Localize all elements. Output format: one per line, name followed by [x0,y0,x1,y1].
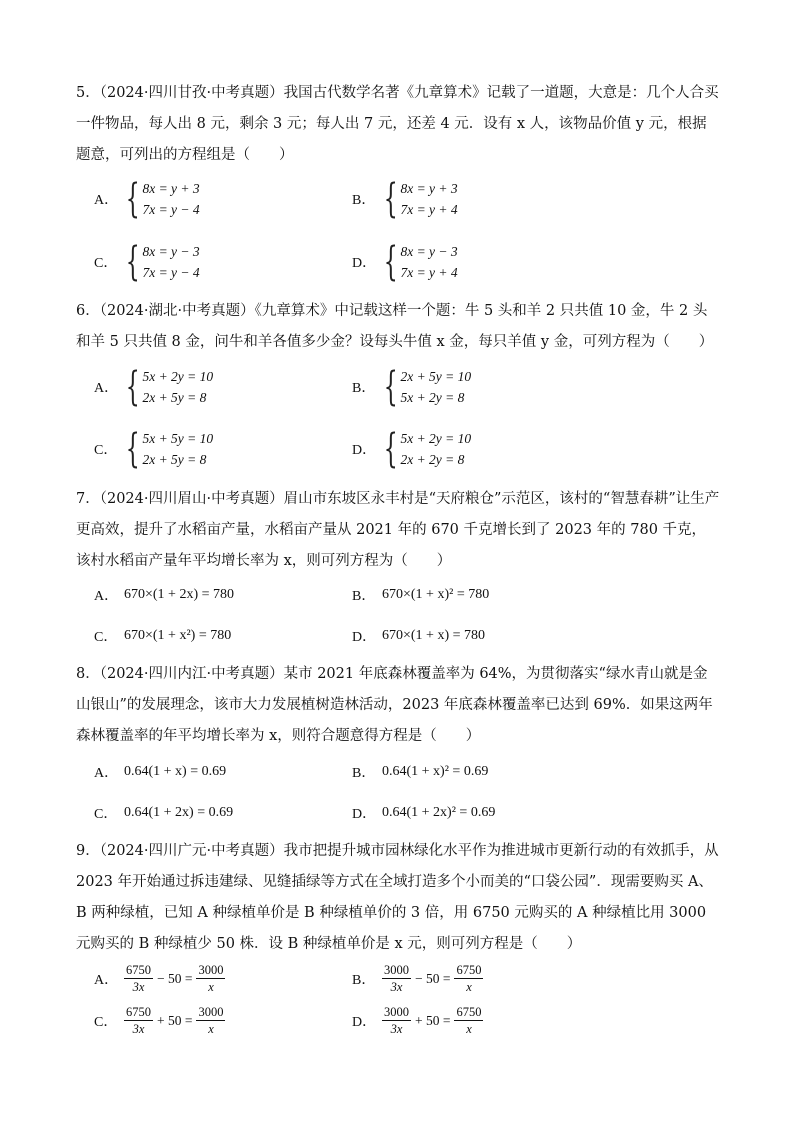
question-7 [76,484,720,577]
question-7-option-d[interactable]: D． 670×(1 + x) = 780 [352,628,486,645]
question-8-stem: 8．（2024·四川内江·中考真题）某市 2021 年底森林覆盖率为 64%，为贯彻落实“绿水青山就是金山银山”的发展理念，该市大力发展植树造林活动，2023 年底森林覆盖率已达到 69%．如果这两年森林覆盖率的年平均增长率为 x，则符合题意得方程是（ ） [76,666,713,744]
question-6-option-c[interactable]: C． { 5x + 5y = 10 2x + 5y = 8 [94,426,214,472]
question-8-option-c[interactable]: C． 0.64(1 + 2x) = 0.69 [94,805,234,822]
question-7-option-c[interactable]: C． 670×(1 + x²) = 780 [94,628,232,645]
question-7-option-b[interactable]: B． 670×(1 + x)² = 780 [352,587,490,604]
question-9 [76,836,720,960]
question-5-stem: 5．（2024·四川甘孜·中考真题）我国古代数学名著《九章算术》记载了一道题，大意是：几个人合买一件物品，每人出 8 元，剩余 3 元；每人出 7 元，还差 4 元．设有 x 人，该物品价值 y 元，根据题意，可列出的方程组是（ ） [76,85,719,163]
question-5-option-a[interactable]: A． { 8x = y + 3 7x = y − 4 [94,176,200,222]
question-8-option-d[interactable]: D． 0.64(1 + 2x)² = 0.69 [352,805,496,822]
question-8 [76,659,720,752]
question-9-option-d[interactable]: D． $\frac{3000}{3x}$ + 50 = $\frac{6750}{x}$ [352,1005,482,1036]
question-8-option-b[interactable]: B． 0.64(1 + x)² = 0.69 [352,764,489,781]
question-6-option-d[interactable]: D． { 5x + 2y = 10 2x + 2y = 8 [352,426,472,472]
question-8-option-a[interactable]: A． 0.64(1 + x) = 0.69 [94,764,227,781]
question-7-option-a[interactable]: A． 670×(1 + 2x) = 780 [94,587,235,604]
question-5-option-d[interactable]: D． { 8x = y − 3 7x = y + 4 [352,239,458,285]
question-6-option-a[interactable]: A． { 5x + 2y = 10 2x + 5y = 8 [94,364,214,410]
question-6-stem: 6．（2024·湖北·中考真题）《九章算术》中记载这样一个题：牛 5 头和羊 2 只共值 10 金，牛 2 头和羊 5 只共值 8 金，问牛和羊各值多少金？设每头牛值 x 金，每只羊值 y 金，可列方程为（ ） [76,303,714,350]
question-9-option-b[interactable]: B． $\frac{3000}{3x}$ − 50 = $\frac{6750}{x}$ [352,963,482,994]
question-6-option-b[interactable]: B． { 2x + 5y = 10 5x + 2y = 8 [352,364,472,410]
question-7-stem: 7．（2024·四川眉山·中考真题）眉山市东坡区永丰村是“天府粮仓”示范区，该村的“智慧春耕”让生产更高效，提升了水稻亩产量，水稻亩产量从 2021 年的 670 千克增长到了 2023 年的 780 千克，该村水稻亩产量年平均增长率为 x，则可列方程为（ ） [76,491,720,569]
question-5 [76,78,720,171]
question-9-stem: 9．（2024·四川广元·中考真题）我市把提升城市园林绿化水平作为推进城市更新行动的有效抓手，从 2023 年开始通过拆违建绿、见缝插绿等方式在全域打造多个小而美的“口袋公园”．现需要购买 A、B 两种绿植，已知 A 种绿植单价是 B 种绿植单价的 3 倍，用 6750 元购买的 A 种绿植比用 3000 元购买的 B 种绿植少 50 株．设 B 种绿植单价是 x 元，则可列方程是（ ） [76,843,719,952]
question-9-option-c[interactable]: C． $\frac{6750}{3x}$ + 50 = $\frac{3000}{x}$ [94,1005,224,1036]
question-6 [76,296,720,358]
question-5-option-b[interactable]: B． { 8x = y + 3 7x = y + 4 [352,176,458,222]
question-5-option-c[interactable]: C． { 8x = y − 3 7x = y − 4 [94,239,200,285]
question-9-option-a[interactable]: A． $\frac{6750}{3x}$ − 50 = $\frac{3000}{x}$ [94,963,224,994]
